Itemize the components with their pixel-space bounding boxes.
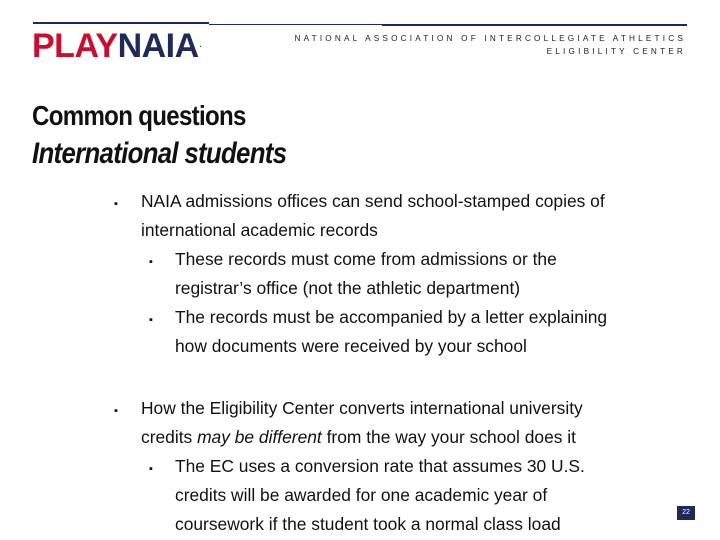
bullet-1-sub-2-line-1: The records must be accompanied by a letter explaining bbox=[175, 307, 608, 327]
sub-bullet-marker: ▪ bbox=[149, 463, 153, 475]
header-rule-left bbox=[33, 22, 209, 24]
logo-play: PLAY bbox=[32, 27, 118, 65]
sub-bullet-marker: ▪ bbox=[149, 256, 153, 268]
bullet-2-line-1: How the Eligibility Center converts international university bbox=[141, 398, 583, 418]
page-title: Common questions bbox=[32, 100, 246, 131]
page-subtitle: International students bbox=[32, 137, 287, 170]
bullet-1-line-1: NAIA admissions offices can send school-stamped copies of bbox=[141, 191, 605, 211]
org-line-1: NATIONAL ASSOCIATION OF INTERCOLLEGIATE ATHLETICS bbox=[294, 34, 686, 43]
logo-naia: NAIA bbox=[117, 27, 199, 65]
bullet-2-sub-1-line-3: coursework if the student took a normal class load bbox=[175, 514, 561, 534]
playnaia-logo bbox=[32, 28, 201, 64]
bullet-1-line-2: international academic records bbox=[141, 220, 378, 240]
organization-name bbox=[294, 32, 686, 58]
bullet-2-line-2 bbox=[141, 423, 576, 452]
bullet-2-emphasis: may be different bbox=[197, 427, 322, 447]
bullet-2-sub-1-line-1: The EC uses a conversion rate that assumes 30 U.S. bbox=[175, 456, 585, 476]
bullet-1-sub-1-line-2: registrar’s office (not the athletic department) bbox=[175, 278, 521, 298]
bullet-2-sub-1-line-2: credits will be awarded for one academic year of bbox=[175, 485, 548, 505]
bullet-2-line-2-post: from the way your school does it bbox=[321, 427, 576, 447]
bullet-1-sub-1-line-1: These records must come from admissions or the bbox=[175, 249, 557, 269]
bullet-marker: ▪ bbox=[114, 405, 118, 417]
page-number-badge: 22 bbox=[677, 506, 695, 520]
sub-bullet-marker: ▪ bbox=[149, 314, 153, 326]
bullet-1-sub-2-line-2: how documents were received by your school bbox=[175, 336, 527, 356]
bullet-marker: ▪ bbox=[114, 198, 118, 210]
org-line-2: ELIGIBILITY CENTER bbox=[546, 47, 686, 56]
logo-mark: . bbox=[199, 42, 202, 49]
header-rule-right-thick bbox=[382, 24, 687, 26]
bullet-2-line-2-pre: credits bbox=[141, 427, 198, 447]
